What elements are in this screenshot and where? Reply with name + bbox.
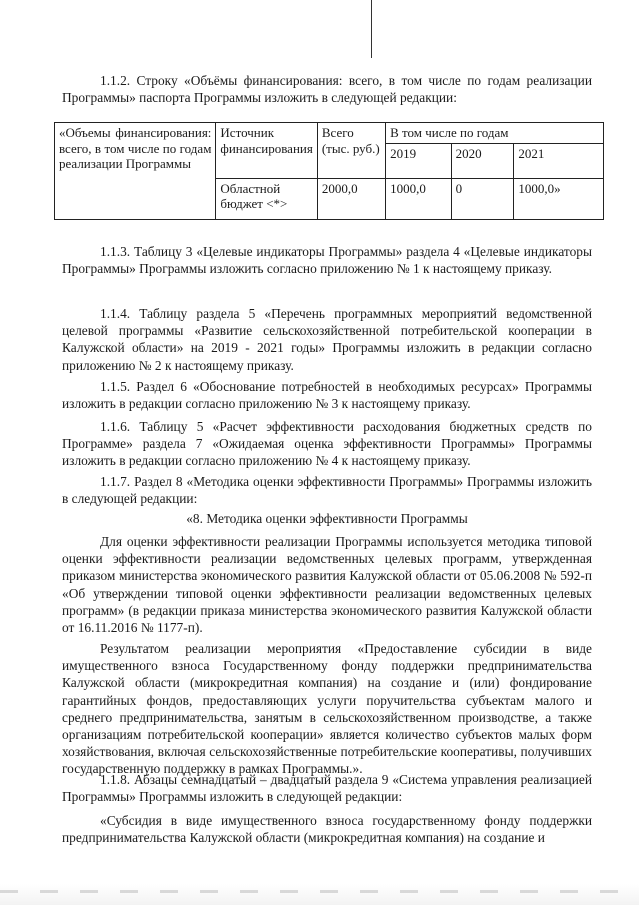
table-cell-source: Областной бюджет <*> xyxy=(216,178,317,219)
table-cell-2020: 0 xyxy=(451,178,514,219)
paragraph-1-1-4: 1.1.4. Таблицу раздела 5 «Перечень программных мероприятий ведомственной целевой программы «Развитие сельскохозяйственной потребительской кооперации в Калужской области» на 2019 - 2021 годы» Программы изложить в редакции согласно приложению № 2 к настоящему приказу. xyxy=(62,306,592,373)
paragraph-1-1-6: 1.1.6. Таблицу 5 «Расчет эффективности расходования бюджетных средств по Программе» раздела 7 «Ожидаемая оценка эффективности Программы» Программы изложить в редакции согласно приложению № 4 к настоящему приказу. xyxy=(62,419,592,469)
scan-artifact-line xyxy=(371,0,372,58)
financing-table xyxy=(54,122,604,220)
paragraph-1-1-5: 1.1.5. Раздел 6 «Обоснование потребностей в необходимых ресурсах» Программы изложить в редакции согласно приложению № 3 к настоящему приказу. xyxy=(62,379,592,412)
table-header-year-2021: 2021 xyxy=(514,143,604,178)
table-header-year-2020: 2020 xyxy=(451,143,514,178)
scan-bottom-edge xyxy=(0,884,639,905)
table-cell-financing-volume: «Объемы финансирования: всего, в том числе по годам реализации Программы xyxy=(55,123,216,220)
table-cell-2021: 1000,0» xyxy=(514,178,604,219)
table-header-total: Всего (тыс. руб.) xyxy=(317,123,385,179)
table-header-year-2019: 2019 xyxy=(386,143,452,178)
paragraph-1-1-8: 1.1.8. Абзацы семнадцатый – двадцатый раздела 9 «Система управления реализацией Программы» Программы изложить в следующей редакции: xyxy=(62,772,592,805)
table-row xyxy=(55,123,604,144)
scan-artifact-marks xyxy=(0,890,639,893)
paragraph-result: Результатом реализации мероприятия «Предоставление субсидии в виде имущественного взноса Государственному фонду поддержки предпринимательства Калужской области (микрокредитная компания) на создание и (или) фондирование гарантийных фондов, предоставляющих услуги поручительства субъектам малого и среднего предпринимательства, занятым в сельскохозяйственном производстве, а также организациям потребительской кооперации» является количество субъектов малых форм хозяйствования, включая сельскохозяйственные потребительские кооперативы, получивших государственную поддержку в рамках Программы.». xyxy=(62,641,592,777)
table-header-source: Источник финансирования xyxy=(216,123,317,179)
table-header-years: В том числе по годам xyxy=(386,123,604,144)
table-cell-2019: 1000,0 xyxy=(386,178,452,219)
paragraph-subsidy: «Субсидия в виде имущественного взноса государственному фонду поддержки предпринимательства Калужской области (микрокредитная компания) на создание и xyxy=(62,813,592,846)
paragraph-1-1-7: 1.1.7. Раздел 8 «Методика оценки эффективности Программы» Программы изложить в следующей редакции: xyxy=(62,474,592,507)
table-cell-total: 2000,0 xyxy=(317,178,385,219)
paragraph-methodology: Для оценки эффективности реализации Программы используется методика типовой оценки эффективности реализации ведомственных целевых программ, утвержденная приказом министерства экономического развития Калужской области от 05.06.2008 № 592-п «Об утверждении типовой оценки эффективности реализации ведомственных целевых программ» (в редакции приказа министерства экономического развития Калужской области от 16.11.2016 № 1177-п). xyxy=(62,534,592,636)
paragraph-1-1-3: 1.1.3. Таблицу 3 «Целевые индикаторы Программы» раздела 4 «Целевые индикаторы Программы» Программы изложить согласно приложению № 1 к настоящему приказу. xyxy=(62,244,592,277)
section-8-heading: «8. Методика оценки эффективности Программы xyxy=(186,511,468,526)
paragraph-1-1-2: 1.1.2. Строку «Объёмы финансирования: всего, в том числе по годам реализации Программы» паспорта Программы изложить в следующей редакции: xyxy=(62,73,592,106)
